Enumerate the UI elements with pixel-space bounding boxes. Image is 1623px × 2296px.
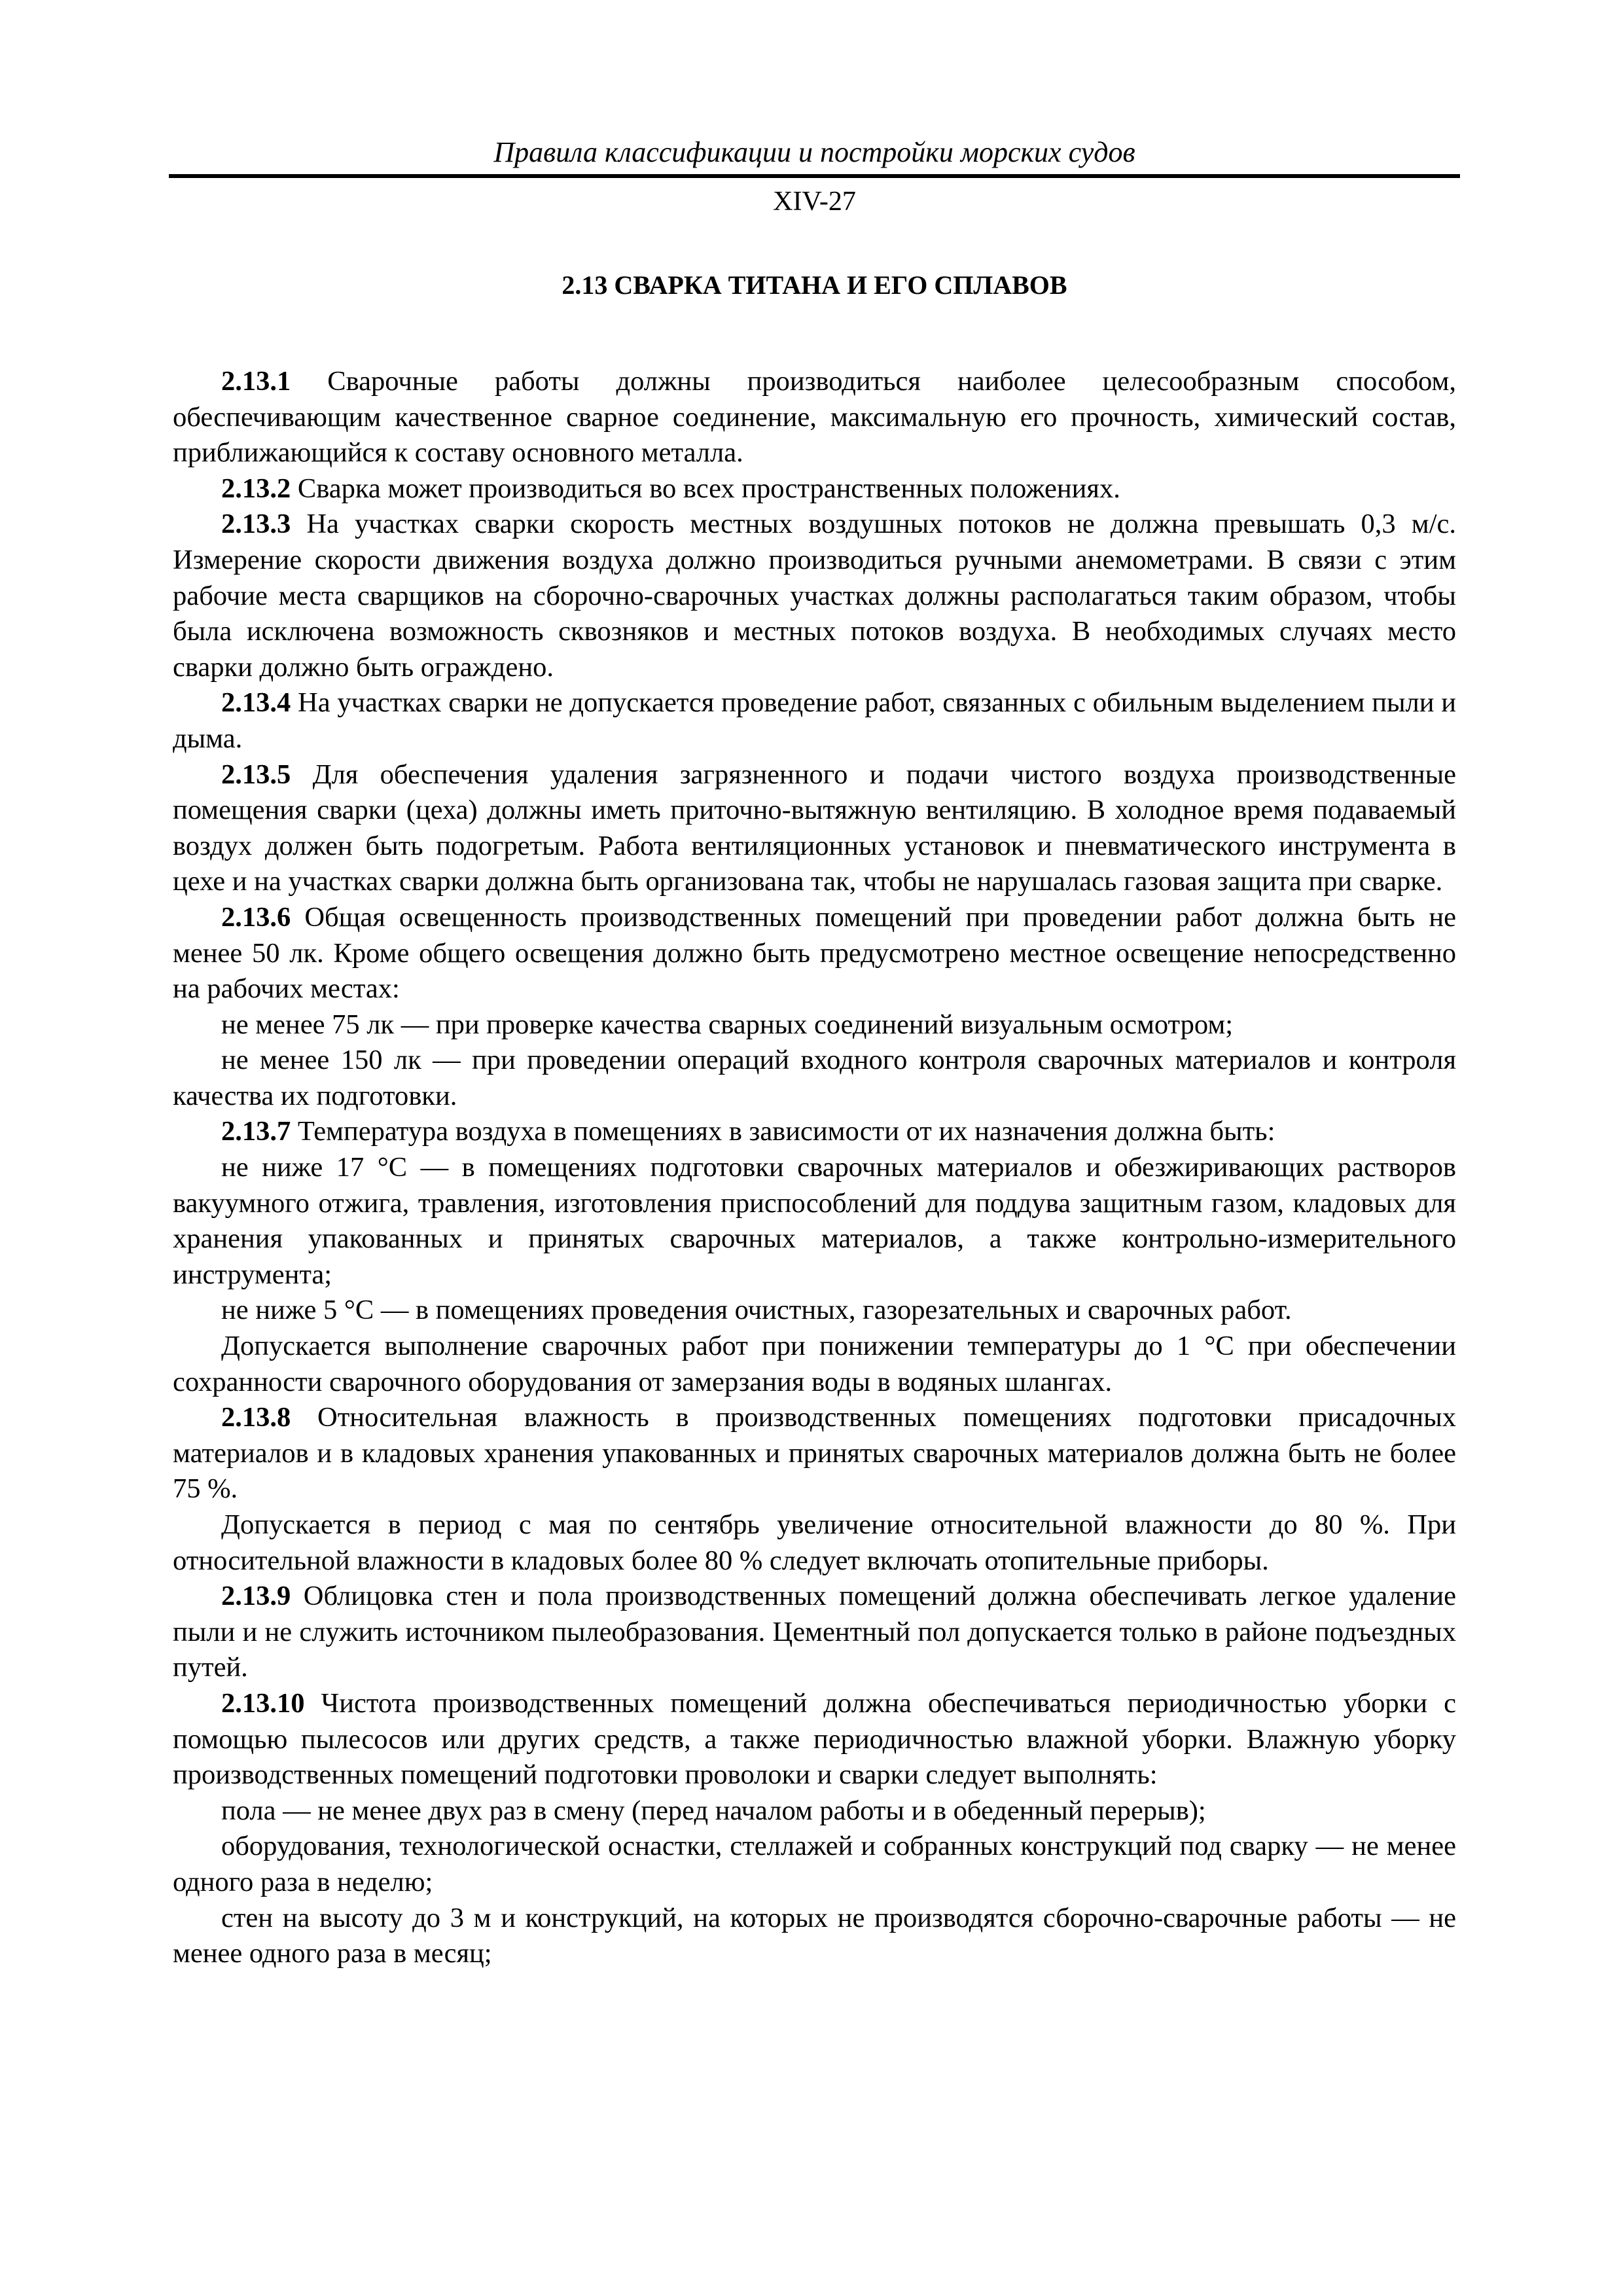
header-rule bbox=[169, 174, 1460, 178]
paragraph-text: Сварка может производиться во всех пространственных положениях. bbox=[291, 473, 1120, 504]
running-header: Правила классификации и постройки морских судов bbox=[493, 136, 1135, 168]
clause-number: 2.13.4 bbox=[221, 687, 291, 719]
paragraph-text: Облицовка стен и пола производственных помещений должна обеспечивать легкое удаление пыли и не служить источником пылеобразования. Цементный пол допускается только в районе подъездных путей. bbox=[173, 1581, 1456, 1683]
page-number: XIV-27 bbox=[773, 187, 856, 217]
paragraph-text: Чистота производственных помещений должна обеспечиваться периодичностью уборки с помощью пылесосов или других средств, а также периодичностью влажной уборки. Влажную уборку производственных помещений подготовки проволоки и сварки следует выполнять: bbox=[173, 1687, 1456, 1791]
paragraph bbox=[173, 1150, 1456, 1293]
section-title: 2.13 СВАРКА ТИТАНА И ЕГО СПЛАВОВ bbox=[562, 270, 1067, 300]
paragraph bbox=[173, 507, 1456, 685]
paragraph-text: Относительная влажность в производственных помещениях подготовки присадочных материалов и в кладовых хранения упакованных и принятых сварочных материалов должна быть не более 75 %. bbox=[173, 1402, 1456, 1505]
body-text bbox=[173, 364, 1456, 1972]
clause-number: 2.13.6 bbox=[221, 901, 291, 933]
paragraph bbox=[173, 1329, 1456, 1400]
paragraph-text: Допускается выполнение сварочных работ при понижении температуры до 1 °С при обеспечении сохранности сварочного оборудования от замерзания воды в водяных шлангах. bbox=[173, 1331, 1456, 1397]
paragraph-text: На участках сварки не допускается проведение работ, связанных с обильным выделением пыли и дыма. bbox=[173, 687, 1456, 754]
paragraph-text: пола — не менее двух раз в смену (перед началом работы и в обеденный перерыв); bbox=[221, 1795, 1206, 1826]
paragraph bbox=[173, 1579, 1456, 1686]
paragraph bbox=[173, 1901, 1456, 1972]
paragraph bbox=[173, 757, 1456, 900]
clause-number: 2.13.3 bbox=[221, 509, 291, 540]
paragraph-text: стен на высоту до 3 м и конструкций, на которых не производятся сборочно-сварочные работы — не менее одного раза в месяц; bbox=[173, 1902, 1456, 1969]
paragraph bbox=[173, 1293, 1456, 1329]
paragraph-text: Допускается в период с мая по сентябрь увеличение относительной влажности до 80 %. При относительной влажности в кладовых более 80 % следует включать отопительные приборы. bbox=[173, 1509, 1456, 1576]
paragraph bbox=[173, 900, 1456, 1007]
clause-number: 2.13.5 bbox=[221, 759, 291, 790]
clause-number: 2.13.7 bbox=[221, 1116, 291, 1147]
paragraph bbox=[173, 1793, 1456, 1829]
paragraph-text: не ниже 17 °С — в помещениях подготовки сварочных материалов и обезжиривающих растворов вакуумного отжига, травления, изготовления приспособлений для поддува защитным газом, кладовых для хранения упакованных и принятых сварочных материалов, а также контрольно-измерительного инструмента; bbox=[173, 1152, 1456, 1290]
clause-number: 2.13.1 bbox=[221, 366, 291, 397]
paragraph-text: На участках сварки скорость местных воздушных потоков не должна превышать 0,3 м/с. Измерение скорости движения воздуха должно производиться ручными анемометрами. В связи с этим рабочие места сварщиков на сборочно-сварочных участках должны располагаться таким образом, чтобы была исключена возможность сквозняков и местных потоков воздуха. В необходимых случаях место сварки должно быть ограждено. bbox=[173, 509, 1456, 683]
paragraph bbox=[173, 1114, 1456, 1150]
paragraph bbox=[173, 1507, 1456, 1579]
paragraph-text: Сварочные работы должны производиться наиболее целесообразным способом, обеспечивающим качественное сварное соединение, максимальную его прочность, химический состав, приближающийся к составу основного металла. bbox=[173, 366, 1456, 469]
paragraph-text: Общая освещенность производственных помещений при проведении работ должна быть не менее 50 лк. Кроме общего освещения должно быть предусмотрено местное освещение непосредственно на рабочих местах: bbox=[173, 901, 1456, 1005]
paragraph-text: Температура воздуха в помещениях в зависимости от их назначения должна быть: bbox=[291, 1116, 1275, 1147]
paragraph bbox=[173, 1400, 1456, 1507]
paragraph bbox=[173, 364, 1456, 471]
clause-number: 2.13.8 bbox=[221, 1402, 291, 1433]
paragraph-text: оборудования, технологической оснастки, стеллажей и собранных конструкций под сварку — не менее одного раза в неделю; bbox=[173, 1831, 1456, 1897]
clause-number: 2.13.2 bbox=[221, 473, 291, 504]
paragraph-text: Для обеспечения удаления загрязненного и подачи чистого воздуха производственные помещения сварки (цеха) должны иметь приточно-вытяжную вентиляцию. В холодное время подаваемый воздух должен быть подогретым. Работа вентиляционных установок и пневматического инструмента в цехе и на участках сварки должна быть организована так, чтобы не нарушалась газовая защита при сварке. bbox=[173, 759, 1456, 897]
paragraph bbox=[173, 471, 1456, 507]
paragraph bbox=[173, 1686, 1456, 1793]
paragraph-text: не ниже 5 °С — в помещениях проведения очистных, газорезательных и сварочных работ. bbox=[221, 1295, 1292, 1326]
paragraph bbox=[173, 685, 1456, 757]
paragraph bbox=[173, 1043, 1456, 1114]
clause-number: 2.13.9 bbox=[221, 1581, 291, 1612]
clause-number: 2.13.10 bbox=[221, 1687, 305, 1719]
paragraph-text: не менее 150 лк — при проведении операций входного контроля сварочных материалов и контроля качества их подготовки. bbox=[173, 1045, 1456, 1111]
paragraph bbox=[173, 1007, 1456, 1043]
paragraph bbox=[173, 1829, 1456, 1900]
paragraph-text: не менее 75 лк — при проверке качества сварных соединений визуальным осмотром; bbox=[221, 1009, 1234, 1040]
